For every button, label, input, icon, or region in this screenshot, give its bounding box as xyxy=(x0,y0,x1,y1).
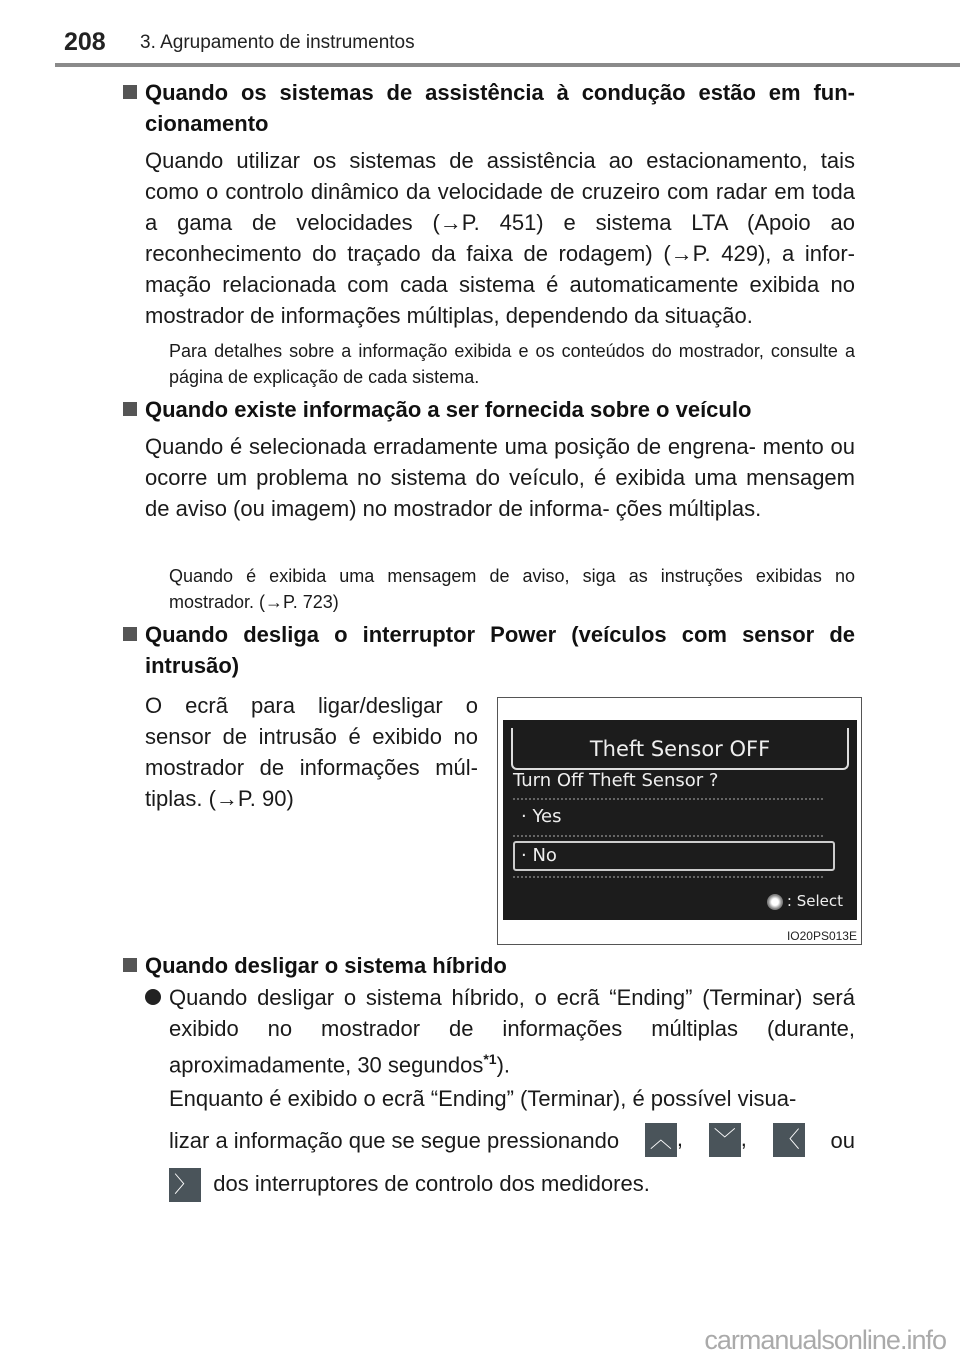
heading-power-switch xyxy=(145,619,855,681)
figure-theft-sensor xyxy=(497,697,862,945)
paragraph: Quando é selecionada erradamente uma posição de engrena- mento ou ocorre um problema no sistema do veículo, é exibida uma mensagem de aviso (ou imagem) no mostrador de informa- ções múltiplas. xyxy=(145,434,855,521)
select-hint xyxy=(767,892,843,910)
select-label: : Select xyxy=(786,892,843,910)
option-no-selected: · No xyxy=(513,841,835,871)
paragraph: O ecrã para ligar/desligar o sensor de intrusão é exibido no mostrador de informações múl- tiplas. (→P. 90) xyxy=(145,693,478,811)
heading-vehicle-info xyxy=(145,394,855,425)
header-divider xyxy=(55,63,960,67)
heading-text: Quando desligar o sistema híbrido xyxy=(145,953,507,978)
paragraph xyxy=(169,1168,855,1202)
paragraph-buttons xyxy=(169,1123,855,1157)
bullet-text: Quando desligar o sistema híbrido, o ecrã “Ending” (Terminar) será exibido no mostrador de informações múltiplas (durante, aproximadamente, 30 segundos xyxy=(169,985,855,1078)
divider xyxy=(513,835,823,838)
up-button-icon: ︿ xyxy=(645,1123,677,1157)
text: , xyxy=(740,1126,747,1151)
option-yes: · Yes xyxy=(521,806,562,827)
square-bullet-icon xyxy=(123,958,137,972)
paragraph: Quando utilizar os sistemas de assistência ao estacionamento, tais como o controlo dinâmico da velocidade de cruzeiro com radar em toda a gama de velocidades (→P. 451) e sistema LTA (Apoio ao reconhecimento do traçado da faixa de rodagem) (→P. 429), a infor- mação relacionada com cada sistema é automaticamente exibida no mostrador de informações múltiplas, dependendo da situação. xyxy=(145,148,855,328)
square-bullet-icon xyxy=(123,402,137,416)
note: Quando é exibida uma mensagem de aviso, siga as instruções exibidas no mostrador. (→P. 723) xyxy=(169,566,855,612)
bullet-paragraph xyxy=(169,982,855,1080)
round-bullet-icon xyxy=(145,989,161,1005)
divider xyxy=(513,876,823,879)
heading-text: Quando desliga o interruptor Power (veículos com sensor de intrusão) xyxy=(145,622,855,678)
bullet-end: ). xyxy=(496,1052,511,1078)
image-id: IO20PS013E xyxy=(786,929,857,943)
heading-text: Quando existe informação a ser fornecida sobre o veículo xyxy=(145,397,752,422)
watermark: carmanualsonline.info xyxy=(704,1325,946,1355)
left-button-icon: 〈 xyxy=(773,1123,805,1157)
text: lizar a informação que se segue pressionando xyxy=(169,1127,620,1153)
text: , xyxy=(676,1126,683,1151)
paragraph: Enquanto é exibido o ecrã “Ending” (Terminar), é possível visua- xyxy=(169,1086,797,1111)
heading-text: Quando os sistemas de assistência à condução estão em fun- cionamento xyxy=(145,80,855,136)
divider xyxy=(513,798,823,801)
heading-driving-assist xyxy=(145,77,855,139)
note: Para detalhes sobre a informação exibida e os conteúdos do mostrador, consulte a página de explicação de cada sistema. xyxy=(169,341,855,387)
text: dos interruptores de controlo dos medidores. xyxy=(213,1171,650,1196)
down-button-icon: ﹀ xyxy=(709,1123,741,1157)
right-button-icon: 〉 xyxy=(169,1168,201,1202)
section-title: 3. Agrupamento de instrumentos xyxy=(140,32,415,53)
screen-question: Turn Off Theft Sensor ? xyxy=(513,770,719,791)
screen-title: Theft Sensor OFF xyxy=(511,728,849,770)
dial-icon xyxy=(767,894,783,910)
square-bullet-icon xyxy=(123,85,137,99)
footnote-mark: *1 xyxy=(483,1051,497,1067)
square-bullet-icon xyxy=(123,627,137,641)
display-screen xyxy=(503,720,857,920)
heading-hybrid-off xyxy=(145,950,855,981)
page-number: 208 xyxy=(64,28,106,56)
text: ou xyxy=(830,1127,855,1153)
